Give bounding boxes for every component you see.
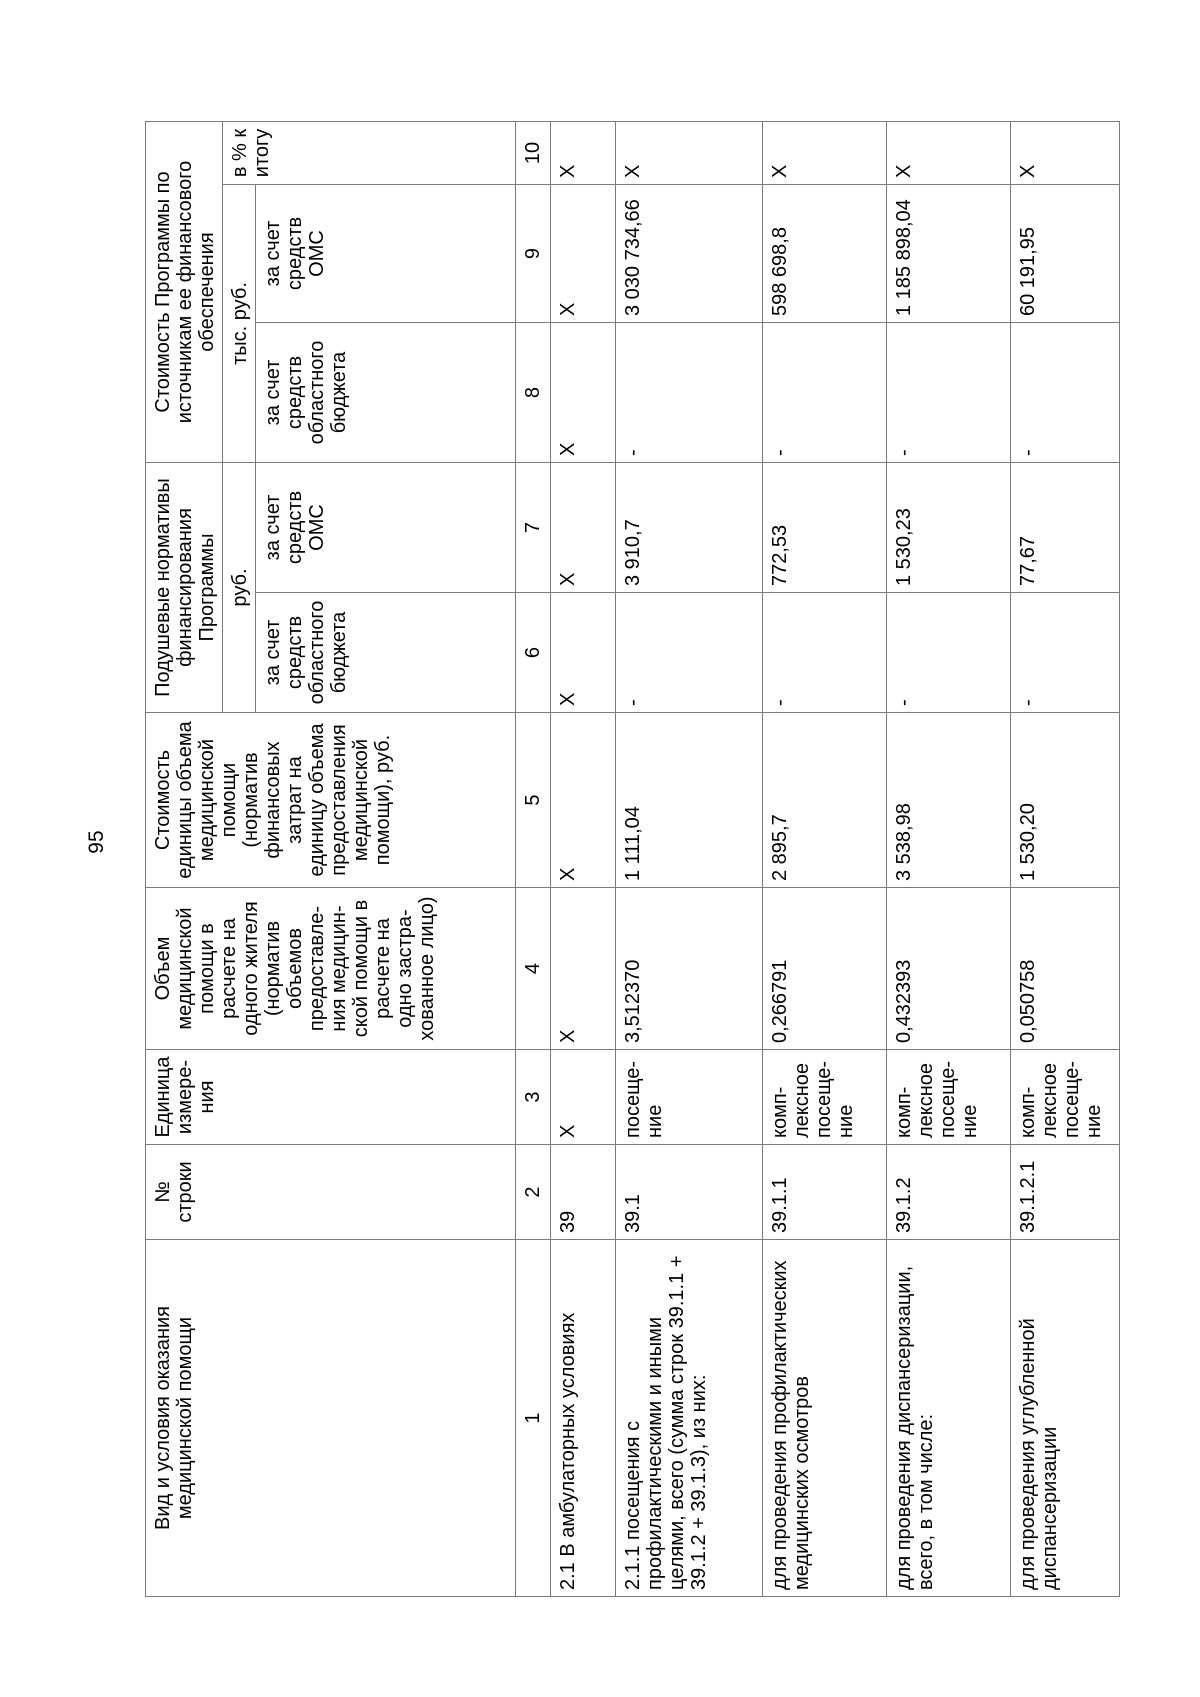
cell-unit-cost: 2 895,7 (763, 713, 887, 888)
cell-row-number: 39.1.2 (887, 1145, 1011, 1240)
table-row (616, 122, 763, 1597)
cell-care-type: для проведения диспансеризации, всего, в том числе: (887, 1240, 1011, 1597)
cell-unit-cost: 1 111,04 (616, 713, 763, 888)
cell-regional-normative: Х (550, 593, 615, 713)
header-oms-normative: за счет средств ОМС (256, 463, 516, 593)
cell-oms-normative: 1 530,23 (887, 463, 1011, 593)
column-number-row (516, 122, 551, 1597)
cell-unit: комп-лексное посеще-ние (887, 1050, 1011, 1145)
header-unit-cost: Стоимость единицы объема медицинской помощи (норматив финансовых затрат на единицу объема предоставления медицинской помощи), руб. (146, 713, 516, 888)
cell-unit-cost: 3 538,98 (887, 713, 1011, 888)
cell-row-number: 39.1 (616, 1145, 763, 1240)
header-per-capita-normatives: Подушевые нормативы финансирования Программы (146, 463, 223, 713)
column-number: 5 (516, 713, 551, 888)
cell-oms-cost: 60 191,95 (1011, 185, 1120, 323)
table-row (763, 122, 887, 1597)
cell-unit: комп-лексное посеще-ние (1011, 1050, 1120, 1145)
column-number: 1 (516, 1240, 551, 1597)
header-regional-budget-normative: за счет средств областного бюджета (256, 593, 516, 713)
cell-oms-normative: 772,53 (763, 463, 887, 593)
cell-volume: 0,266791 (763, 888, 887, 1050)
cell-oms-cost: 1 185 898,04 (887, 185, 1011, 323)
header-regional-budget-cost: за счет средств областного бюджета (256, 323, 516, 463)
column-number: 8 (516, 323, 551, 463)
table-row (887, 122, 1011, 1597)
header-program-cost: Стоимость Программы по источникам ее финансового обеспечения (146, 122, 223, 463)
cell-oms-normative: 3 910,7 (616, 463, 763, 593)
cell-unit: посеще-ние (616, 1050, 763, 1145)
column-number: 6 (516, 593, 551, 713)
header-unit-rub: руб. (223, 463, 256, 713)
cell-regional-cost: - (616, 323, 763, 463)
cell-regional-normative: - (1011, 593, 1120, 713)
cell-care-type: для проведения углубленной диспансеризации (1011, 1240, 1120, 1597)
cell-oms-cost: 3 030 734,66 (616, 185, 763, 323)
cell-oms-normative: 77,67 (1011, 463, 1120, 593)
cell-volume: 0,050758 (1011, 888, 1120, 1050)
cell-oms-cost: 598 698,8 (763, 185, 887, 323)
cell-percent: Х (887, 122, 1011, 185)
cell-regional-cost: Х (550, 323, 615, 463)
cell-row-number: 39.1.2.1 (1011, 1145, 1120, 1240)
header-percent-total: в % к итогу (223, 122, 516, 185)
page-number: 95 (85, 830, 108, 854)
column-number: 9 (516, 185, 551, 323)
header-care-type: Вид и условия оказания медицинской помощи (146, 1240, 516, 1597)
column-number: 10 (516, 122, 551, 185)
cell-regional-cost: - (763, 323, 887, 463)
cell-regional-cost: - (1011, 323, 1120, 463)
cell-unit: комп-лексное посеще-ние (763, 1050, 887, 1145)
column-number: 2 (516, 1145, 551, 1240)
cell-unit: Х (550, 1050, 615, 1145)
cell-row-number: 39 (550, 1145, 615, 1240)
cell-oms-normative: Х (550, 463, 615, 593)
cell-unit-cost: Х (550, 713, 615, 888)
cell-oms-cost: Х (550, 185, 615, 323)
header-oms-cost: за счет средств ОМС (256, 185, 516, 323)
cell-care-type: 2.1.1 посещения с профилактическими и иными целями, всего (сумма строк 39.1.1 + 39.1.2 + 39.1.3), из них: (616, 1240, 763, 1597)
column-number: 3 (516, 1050, 551, 1145)
cell-care-type: для проведения профилактических медицинских осмотров (763, 1240, 887, 1597)
table-row (550, 122, 615, 1597)
rotated-table-container (145, 122, 1120, 1597)
cell-percent: Х (763, 122, 887, 185)
cell-volume: 0,432393 (887, 888, 1011, 1050)
cell-percent: Х (1011, 122, 1120, 185)
table-row (1011, 122, 1120, 1597)
header-row-number: № строки (146, 1145, 516, 1240)
header-unit-thousand-rub: тыс. руб. (223, 185, 256, 463)
cell-regional-normative: - (887, 593, 1011, 713)
header-volume: Объем медицинской помощи в расчете на одного жителя (норматив объемов предоставле-ния медицин-ской помощи в расчете на одно застра-хованное лицо) (146, 888, 516, 1050)
cost-table (145, 121, 1120, 1597)
cell-row-number: 39.1.1 (763, 1145, 887, 1240)
column-number: 4 (516, 888, 551, 1050)
cell-percent: Х (616, 122, 763, 185)
cell-unit-cost: 1 530,20 (1011, 713, 1120, 888)
header-unit: Единица измере-ния (146, 1050, 516, 1145)
cell-regional-normative: - (763, 593, 887, 713)
cell-volume: 3,512370 (616, 888, 763, 1050)
cell-regional-cost: - (887, 323, 1011, 463)
cell-care-type: 2.1 В амбулаторных условиях (550, 1240, 615, 1597)
column-number: 7 (516, 463, 551, 593)
cell-volume: Х (550, 888, 615, 1050)
cell-percent: Х (550, 122, 615, 185)
cell-regional-normative: - (616, 593, 763, 713)
